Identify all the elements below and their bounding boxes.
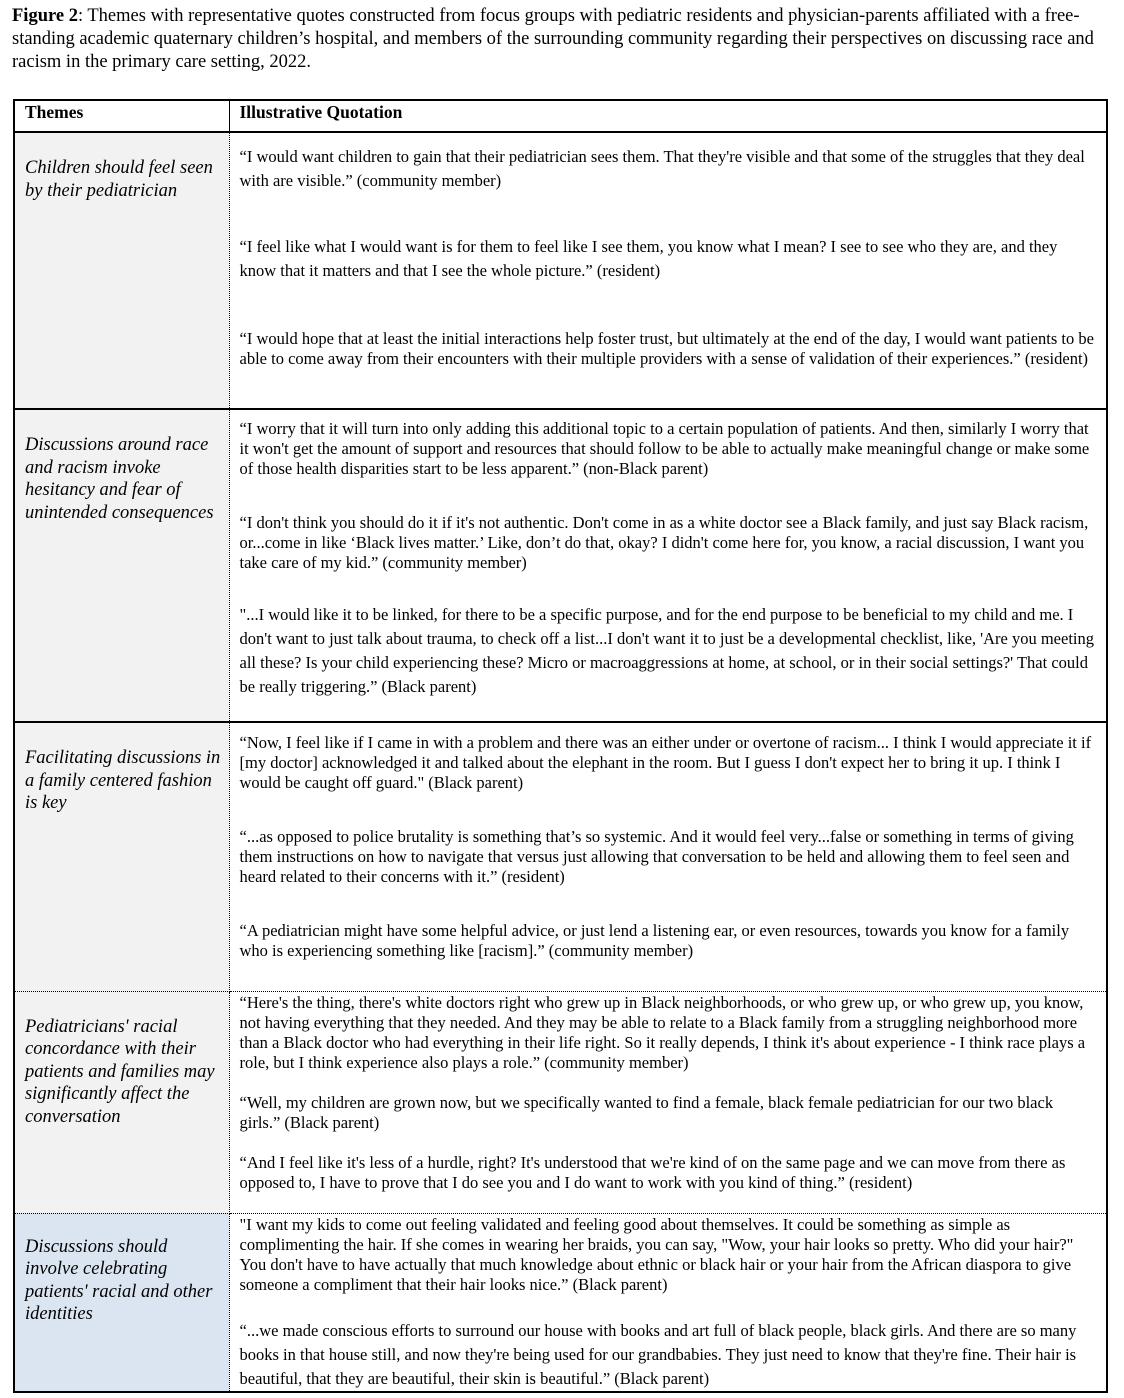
quote: “I don't think you should do it if it's not authentic. Don't come in as a white doctor see a Black family, and just say Black racism, or...come in like ‘Black lives matter.’ Like, don’t do that, okay? I didn't come here for, you know, a racial discussion, I want you take care of my kid.” (community member) <box>239 513 1089 572</box>
table-row <box>14 991 1107 1213</box>
quote: “A pediatrician might have some helpful advice, or just lend a listening ear, or even resources, towards you know for a family who is experiencing something like [racism].” (community member) <box>239 921 1070 960</box>
table-row <box>14 132 1107 409</box>
quote: “Here's the thing, there's white doctors right who grew up in Black neighborhoods, or who grew up, or who grew up, you know, not having everything that they needed. And they may be able to relate to a Black family from a struggling neighborhood more than a Black doctor who had everything in their life right. So it really depends, I think it's about experience - I think race plays a role, but I think experience also plays a role.” (community member) <box>239 992 1086 1072</box>
table-row <box>14 409 1107 722</box>
header-themes: Themes <box>14 100 229 132</box>
quote: “I would hope that at least the initial interactions help foster trust, but ultimately at the end of the day, I would want patients to be able to come away from their encounters with their multiple providers with a sense of validation of their experiences.” (resident) <box>239 329 1094 368</box>
quote: “And I feel like it's less of a hurdle, right? It's understood that we're kind of on the same page and we can move from there as opposed to, I have to prove that I do see you and I do want to work with you kind of thing.” (resident) <box>239 1152 1066 1192</box>
header-illustrative-quotation: Illustrative Quotation <box>229 100 1107 132</box>
quote: “...we made conscious efforts to surround our house with books and art full of black people, black girls. And there are so many books in that house still, and now they're being used for our grandbabies. They just need to know that they're fine. Their hair is beautiful, that they are beautiful, their skin is beautiful.” (Black parent) <box>239 1320 1077 1388</box>
quote: "...I would like it to be linked, for there to be a specific purpose, and for the end purpose to be beneficial to my child and me. I don't want to just talk about trauma, to check off a list...I don't want it to just be a developmental checklist, like, 'Are you meeting all these? Is your child experiencing these? Micro or macroaggressions at home, at school, or in their social settings?' That could be really triggering.” (Black parent) <box>239 605 1094 696</box>
theme-cell: Facilitating discussions in a family centered fashion is key <box>14 722 229 991</box>
theme-cell: Discussions should involve celebrating patients' racial and other identities <box>14 1213 229 1392</box>
quote: “I worry that it will turn into only adding this additional topic to a certain population of patients. And then, similarly I worry that it won't get the amount of support and resources that should follow to be able to actually make meaningful change or make some of those health disparities start to be less apparent.” (non-Black parent) <box>239 419 1090 478</box>
table-row <box>14 722 1107 991</box>
quotes-cell <box>229 1213 1107 1392</box>
table-row <box>14 1213 1107 1392</box>
theme-cell: Pediatricians' racial concordance with their patients and families may significantly affect the conversation <box>14 991 229 1213</box>
table-header-row <box>14 100 1107 132</box>
quote: “I would want children to gain that their pediatrician sees them. That they're visible and that some of the struggles that they deal with are visible.” (community member) <box>239 147 1085 190</box>
quotes-cell <box>229 409 1107 722</box>
theme-cell: Children should feel seen by their pediatrician <box>14 132 229 409</box>
figure-caption <box>12 5 1112 74</box>
quotes-cell <box>229 132 1107 409</box>
themes-table <box>13 99 1108 1393</box>
figure-caption-text: : Themes with representative quotes constructed from focus groups with pediatric residents and physician-parents affiliated with a free-standing academic quaternary children’s hospital, and members of the surrounding community regarding their perspectives on discussing race and racism in the primary care setting, 2022. <box>12 6 1094 72</box>
quote: “I feel like what I would want is for them to feel like I see them, you know what I mean? I see to see who they are, and they know that it matters and that I see the whole picture.” (resident) <box>239 237 1058 280</box>
quote: "I want my kids to come out feeling validated and feeling good about themselves. It could be something as simple as complimenting the hair. If she comes in wearing her braids, you can say, "Wow, your hair looks so pretty. Who did your hair?" You don't have to have actually that much knowledge about ethnic or black hair or your hair from the African diaspora to give someone a compliment that their hair looks nice.” (Black parent) <box>239 1214 1074 1294</box>
figure-label: Figure 2 <box>12 6 78 26</box>
theme-cell: Discussions around race and racism invoke hesitancy and fear of unintended consequences <box>14 409 229 722</box>
quote: “Well, my children are grown now, but we specifically wanted to find a female, black female pediatrician for our two black girls.” (Black parent) <box>239 1092 1054 1132</box>
quote: “Now, I feel like if I came in with a problem and there was an either under or overtone of racism... I think I would appreciate it if [my doctor] acknowledged it and talked about the elephant in the room. But I guess I don't expect her to bring it up. I think I would be caught off guard." (Black parent) <box>239 733 1092 792</box>
quotes-cell <box>229 722 1107 991</box>
quote: “...as opposed to police brutality is something that’s so systemic. And it would feel very...false or something in terms of giving them instructions on how to navigate that versus just allowing that conversation to be held and allowing them to feel seen and heard related to their concerns with it.” (resident) <box>239 827 1074 886</box>
quotes-cell <box>229 991 1107 1213</box>
